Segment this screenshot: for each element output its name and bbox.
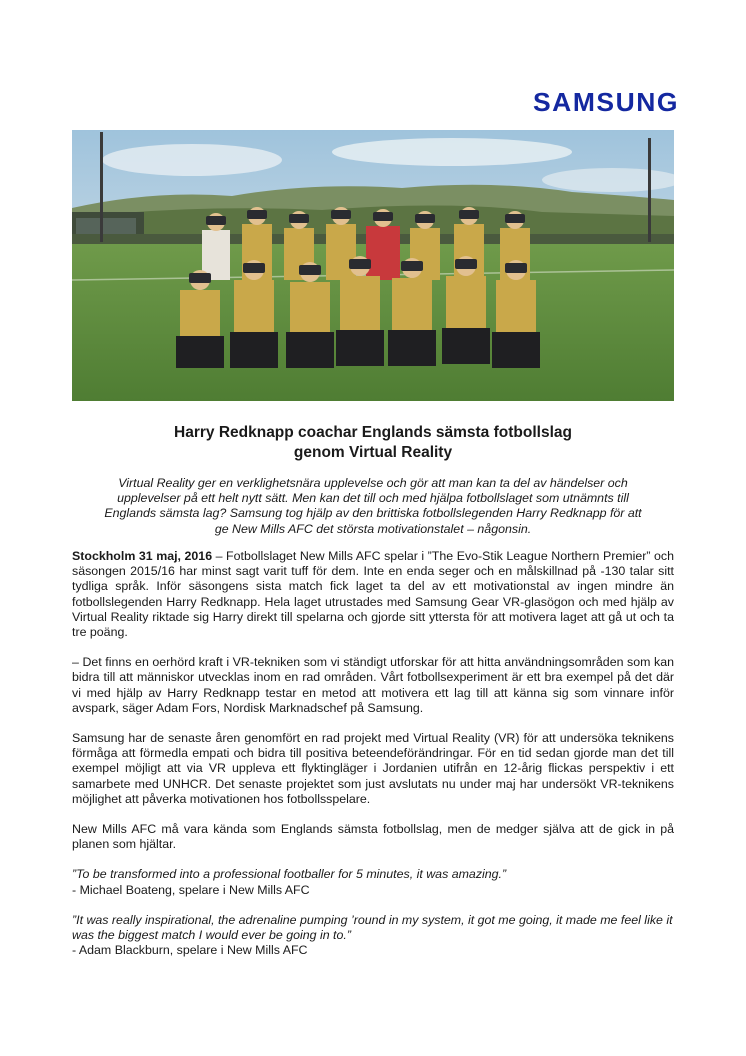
lead-line-2: upplevelser på ett helt nytt sätt. Men kan det till och med hjälpa fotbollslaget som utnämnts till (117, 491, 629, 506)
quote-1-text: ”To be transformed into a professional footballer for 5 minutes, it was amazing.” (72, 867, 507, 882)
lead-line-3: Englands sämsta lag? Samsung tog hjälp av den brittiska fotbollslegenden Harry Redknapp för att (104, 506, 642, 521)
headline (72, 423, 674, 463)
paragraph-1-text: – Fotbollslaget New Mills AFC spelar i ”The Evo-Stik League Northern Premier” och säsongen 2015/16 har minst sagt varit tuff för dem. Inte en enda seger och en målskillnad på -130 talar sitt tydliga språk. Inför säsongens sista match fick laget ta del av ett motivationstal av ingen mindre än fotbollslegenden Harry Redknapp. Hela laget utrustades med Samsung Gear VR-glasögon och med hjälp av Virtual Reality riktade sig Harry direkt till spelarna och gjorde sitt yttersta för att motivera laget att gå ut och ta tre poäng. (72, 549, 674, 640)
samsung-logo (532, 86, 680, 116)
quote-2-text: ”It was really inspirational, the adrenaline pumping ’round in my system, it got me going, it made me feel like it was the biggest match I would ever be going in to.” (72, 912, 673, 943)
headline-line-1: Harry Redknapp coachar Englands sämsta fotbollslag (174, 424, 572, 441)
quote-1-attribution: - Michael Boateng, spelare i New Mills AFC (72, 882, 310, 897)
headline-line-2: genom Virtual Reality (293, 444, 453, 461)
lead-line-1: Virtual Reality ger en verklighetsnära upplevelse och gör att man kan ta del av händelser och (118, 476, 628, 490)
paragraph-2: – Det finns en oerhörd kraft i VR-tekniken som vi ständigt utforskar för att hitta användningsområden som kan bidra till att människor utvecklas inom en rad områden. Vårt fotbollsexperiment är ett bra exempel på det där vi med hjälp av Harry Redknapp testar en metod att motivera ett lag till att känna sig som vinnare inför avspark, säger Adam Fors, Nordisk Marknadschef på Samsung. (72, 655, 674, 715)
lead-line-4: ge New Mills AFC det största motivationstalet – någonsin. (214, 521, 532, 536)
lead-paragraph (72, 476, 674, 537)
paragraph-4: New Mills AFC må vara kända som Englands sämsta fotbollslag, men de medger själva att de gick in på planen som hjältar. (72, 822, 674, 852)
svg-text:SAMSUNG: SAMSUNG (533, 87, 679, 116)
quote-1 (72, 867, 674, 897)
paragraph-1 (72, 549, 674, 640)
team-photo (72, 130, 674, 401)
quote-2-attribution: - Adam Blackburn, spelare i New Mills AFC (72, 943, 308, 958)
quote-2 (72, 913, 674, 959)
article-body (72, 549, 674, 973)
dateline: Stockholm 31 maj, 2016 (72, 549, 213, 563)
paragraph-3: Samsung har de senaste åren genomfört en rad projekt med Virtual Reality (VR) för att undersöka teknikens förmåga att förmedla empati och bidra till positiva beteendeförändringar. För en tid sedan gjorde man det till exempel möjligt att via VR uppleva ett flyktingläger i Jordanien utifrån en 12-årig flickas perspektiv i ett samarbete med UNHCR. Det senaste projektet som just avslutats nu under maj har undersökt VR-teknikens möjlighet att påverka motivationen hos fotbollsspelare. (72, 731, 674, 806)
